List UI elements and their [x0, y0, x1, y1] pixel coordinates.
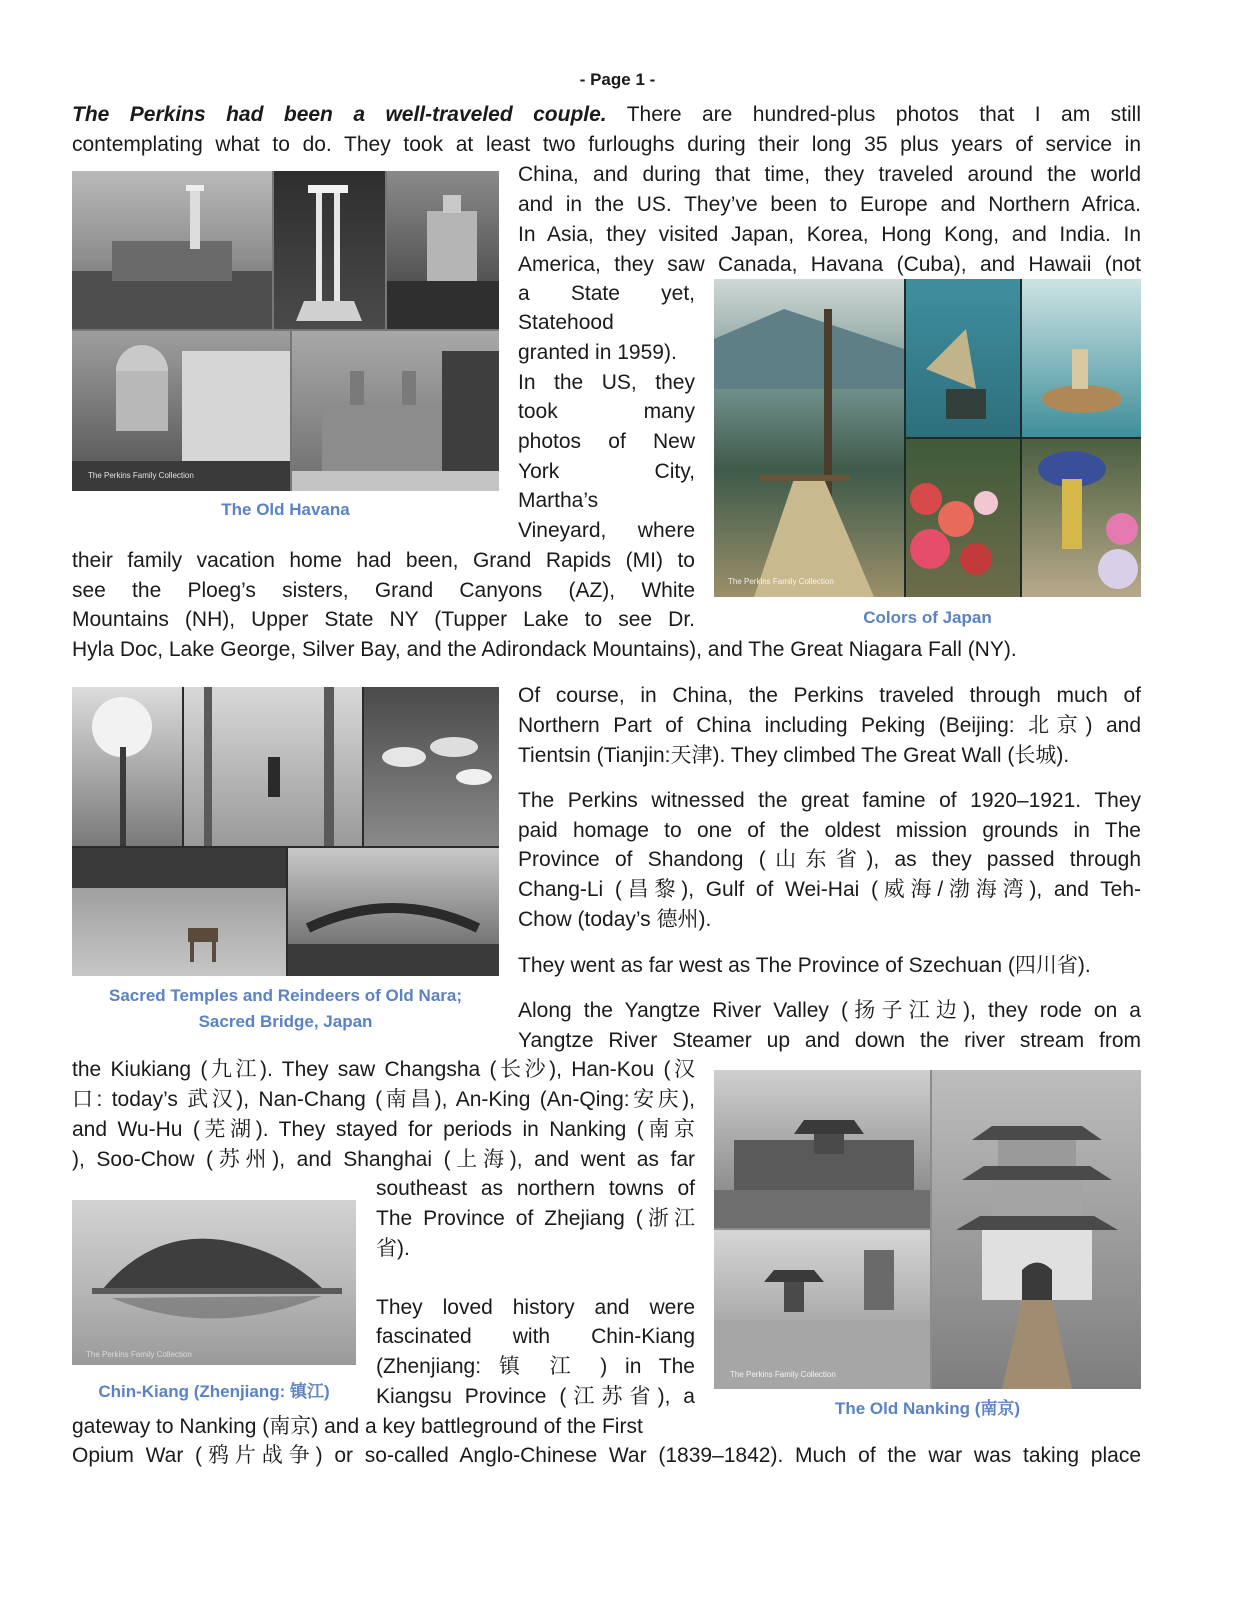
chinkiang-photo — [72, 1200, 356, 1365]
havana-castle-photo — [72, 171, 272, 329]
nara-photo-collage — [72, 687, 499, 976]
para1-line19: Hyla Doc, Lake George, Silver Bay, and the Adirondack Mountains), and The Great Niagara Fall (NY). — [72, 638, 1017, 661]
nanking-waterside-photo — [714, 1230, 930, 1389]
para5-line5: and Wu-Hu (芜湖). They stayed for periods in Nanking (南京 — [72, 1118, 695, 1141]
para6-line5: gateway to Nanking (南京) and a key battleground of the First — [72, 1415, 643, 1438]
japan-watermark: The Perkins Family Collection — [728, 577, 834, 586]
para3-line1: The Perkins witnessed the great famine of 1920–1921. They — [518, 789, 1141, 812]
para1-line5: In Asia, they visited Japan, Korea, Hong Kong, and India. In — [518, 223, 1141, 246]
nara-bridge-photo — [288, 848, 499, 976]
para1-line18: Mountains (NH), Upper State NY (Tupper Lake to see Dr. — [72, 608, 695, 631]
para5-line8: The Province of Zhejiang (浙江 — [376, 1207, 695, 1230]
para1-line13: York City, — [518, 460, 695, 483]
havana-cathedral-photo — [292, 331, 499, 491]
nanking-gate-tower-photo — [932, 1070, 1141, 1389]
japan-caption: Colors of Japan — [863, 608, 992, 627]
para1-line7: a State yet, — [518, 282, 695, 305]
chinkiang-caption: Chin-Kiang (Zhenjiang: 镇江) — [98, 1382, 330, 1401]
nara-path-photo — [184, 687, 362, 846]
nara-blossom-photo — [72, 687, 182, 846]
para3-line3: Province of Shandong (山东省), as they passed through — [518, 848, 1141, 871]
para5-line4: 口: today’s 武汉), Nan-Chang (南昌), An-King (An-Qing:安庆), — [72, 1088, 695, 1111]
nara-caption-line2: Sacred Bridge, Japan — [198, 1012, 373, 1031]
para1-line2: contemplating what to do. They took at least two furloughs during their long 35 plus years of service in — [72, 133, 1141, 156]
nara-caption-line1: Sacred Temples and Reindeers of Old Nara; — [108, 986, 462, 1005]
para1-line10: In the US, they — [518, 371, 695, 394]
para1-line1: The Perkins had been a well-traveled couple. There are hundred-plus photos that I am still — [72, 103, 1141, 126]
nanking-watermark: The Perkins Family Collection — [730, 1370, 836, 1379]
para1-line12: photos of New — [518, 430, 695, 453]
nanking-pagoda-wall-photo — [714, 1070, 930, 1228]
para5-line2: Yangtze River Steamer up and down the river stream from — [518, 1029, 1141, 1052]
para2-line3: Tientsin (Tianjin:天津). They climbed The Great Wall (长城). — [518, 744, 1070, 767]
havana-watermark: The Perkins Family Collection — [88, 471, 194, 480]
para5-line3: the Kiukiang (九江). They saw Changsha (长沙), Han-Kou (汉 — [72, 1058, 695, 1081]
japan-photo-collage — [714, 279, 1141, 597]
para1-line16: their family vacation home had been, Grand Rapids (MI) to — [72, 549, 695, 572]
havana-monument-photo — [274, 171, 385, 329]
para6-line2: fascinated with Chin-Kiang — [376, 1325, 695, 1348]
para3-line4: Chang-Li (昌黎), Gulf of Wei-Hai (威海/渤海湾), and Teh- — [518, 878, 1141, 901]
chinkiang-watermark: The Perkins Family Collection — [86, 1350, 192, 1359]
para5-line7: southeast as northern towns of — [376, 1177, 695, 1200]
nanking-photo-collage — [714, 1070, 1141, 1389]
nanking-caption: The Old Nanking (南京) — [834, 1399, 1021, 1418]
para4-line1: They went as far west as The Province of Szechuan (四川省). — [518, 954, 1091, 977]
para3-line5: Chow (today’s 德州). — [518, 908, 712, 931]
para2-line1: Of course, in China, the Perkins traveled through much of — [518, 684, 1141, 707]
japan-boatman-photo — [906, 279, 1020, 437]
para5-line6: ), Soo-Chow (苏州), and Shanghai (上海), and went as far — [72, 1148, 695, 1171]
havana-courtyard-photo — [387, 171, 499, 329]
para1-line9: granted in 1959). — [518, 341, 677, 364]
para6-line6: Opium War (鸦片战争) or so-called Anglo-Chinese War (1839–1842). Much of the war was taking place — [72, 1444, 1141, 1467]
japan-flowers-photo — [906, 439, 1020, 597]
japan-umbrella-photo — [1022, 439, 1141, 597]
havana-caption: The Old Havana — [221, 500, 350, 519]
para5-line1: Along the Yangtze River Valley (扬子江边), they rode on a — [518, 999, 1141, 1022]
japan-boat-photo — [1022, 279, 1141, 437]
japan-bridge-photo — [714, 279, 904, 597]
para1-line17: see the Ploeg’s sisters, Grand Canyons (AZ), White — [72, 579, 695, 602]
para6-line4: Kiangsu Province (江苏省), a — [376, 1385, 695, 1408]
nara-umbrellas-photo — [364, 687, 499, 846]
para1-line3: China, and during that time, they traveled around the world — [518, 163, 1141, 186]
para2-line2: Northern Part of China including Peking (Beijing: 北京) and — [518, 714, 1141, 737]
para1-line11: took many — [518, 400, 695, 423]
page-number: - Page 1 - — [579, 70, 656, 89]
nara-deer-photo — [72, 848, 286, 976]
havana-photo-collage — [72, 171, 499, 491]
havana-capitol-photo — [72, 331, 290, 491]
para6-line1: They loved history and were — [376, 1296, 695, 1319]
lead-sentence: The Perkins had been a well-traveled couple. — [72, 103, 607, 126]
para1-line6: America, they saw Canada, Havana (Cuba), and Hawaii (not — [518, 253, 1141, 276]
para3-line2: paid homage to one of the oldest mission grounds in The — [518, 819, 1141, 842]
para1-line14: Martha’s — [518, 489, 599, 512]
para5-line9: 省). — [376, 1237, 410, 1260]
para6-line3: (Zhenjiang: 镇 江 ) in The — [376, 1355, 695, 1378]
para1-line8: Statehood — [518, 311, 614, 334]
para1-line4: and in the US. They’ve been to Europe and Northern Africa. — [518, 193, 1141, 216]
para1-line15: Vineyard, where — [518, 519, 695, 542]
